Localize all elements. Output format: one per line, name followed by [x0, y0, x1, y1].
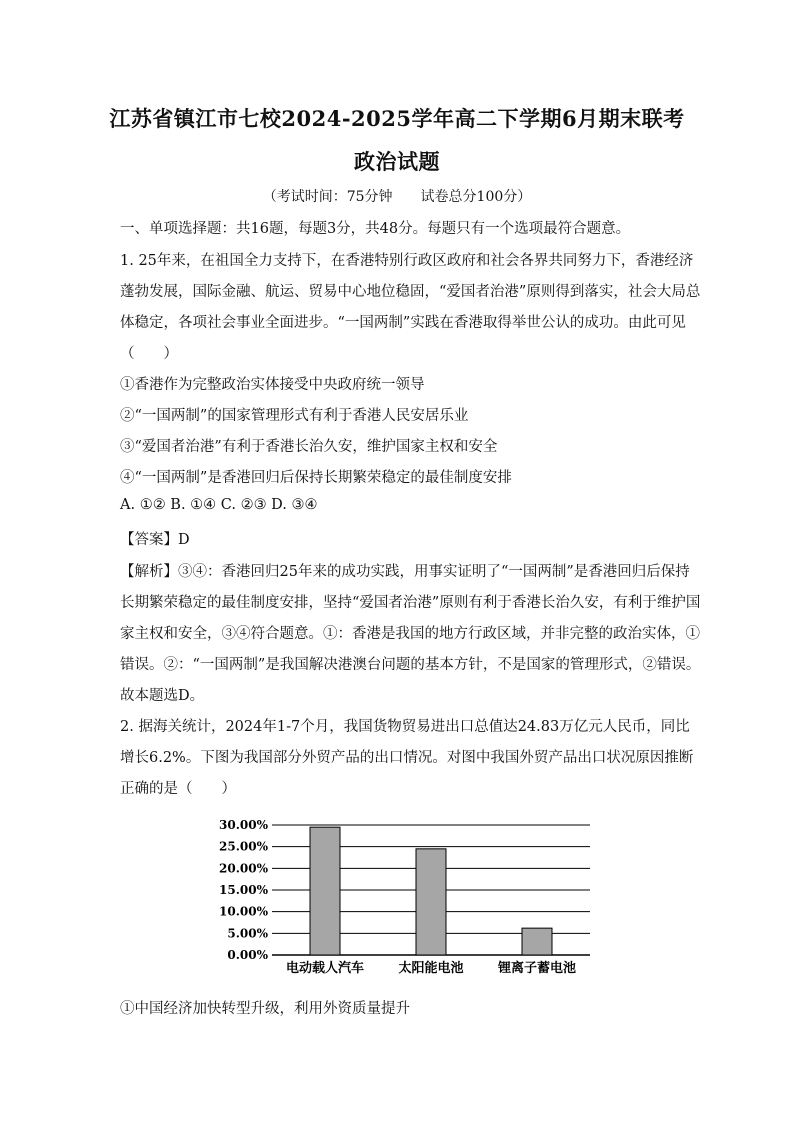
x-category-label: 太阳能电池 [398, 961, 464, 976]
q1-stem-line: 蓬勃发展，国际金融、航运、贸易中心地位稳固，“爱国者治港”原则得到落实，社会大局总 [120, 284, 701, 300]
q1-analysis-line: 故本题选D。 [120, 688, 205, 704]
section-header: 一、单项选择题：共16题，每题3分，共48分。每题只有一个选项最符合题意。 [120, 221, 631, 237]
q2-stem-line: 2. 据海关统计，2024年1-7个月，我国货物贸易进出口总值达24.83万亿元人民币，同比 [120, 719, 690, 735]
exam-score: 试卷总分100分） [420, 189, 532, 205]
q1-stem-line: （ ） [120, 346, 178, 362]
y-tick-label: 15.00% [219, 883, 268, 897]
exam-title: 江苏省镇江市七校2024-2025学年高二下学期6月期末联考 [109, 106, 685, 131]
bar [416, 849, 446, 955]
q1-stem-line: 1. 25年来，在祖国全力支持下，在香港特别行政区政府和社会各界共同努力下，香港经济 [120, 253, 694, 269]
export-bar-chart [190, 810, 610, 980]
q1-analysis-line: 错误。②：“一国两制”是我国解决港澳台问题的基本方针，不是国家的管理形式，②错误。 [120, 657, 701, 673]
y-tick-label: 5.00% [227, 926, 268, 941]
q1-option: ②“一国两制”的国家管理形式有利于香港人民安居乐业 [120, 408, 469, 424]
q1-analysis-line: 长期繁荣稳定的最佳制度安排，坚持“爱国者治港”原则有利于香港长治久安，有利于维护国 [120, 595, 701, 611]
q2-stem-line: 正确的是（ ） [120, 781, 236, 797]
x-category-label: 锂离子蓄电池 [497, 961, 577, 976]
x-category-label: 电动载人汽车 [285, 961, 365, 976]
bar [310, 827, 340, 955]
y-tick-label: 10.00% [219, 904, 268, 919]
exam-time: （考试时间：75分钟 [262, 189, 393, 205]
q1-analysis-line: 家主权和安全，③④符合题意。①：香港是我国的地方行政区域，并非完整的政治实体，① [120, 626, 700, 642]
q1-stem-line: 体稳定，各项社会事业全面进步。“一国两制”实践在香港取得举世公认的成功。由此可见 [120, 315, 686, 331]
q1-choices: A. ①② B. ①④ C. ②③ D. ③④ [120, 497, 318, 513]
exam-subject-title: 政治试题 [354, 149, 440, 174]
y-tick-label: 25.00% [219, 839, 268, 854]
q1-option: ③“爱国者治港”有利于香港长治久安，维护国家主权和安全 [120, 439, 498, 455]
q2-option: ①中国经济加快转型升级，利用外资质量提升 [120, 1001, 410, 1017]
exam-info [0, 186, 794, 206]
q1-answer: 【答案】D [120, 532, 190, 548]
q1-option: ④“一国两制”是香港回归后保持长期繁荣稳定的最佳制度安排 [120, 470, 512, 486]
y-tick-label: 0.00% [227, 948, 268, 962]
q1-option: ①香港作为完整政治实体接受中央政府统一领导 [120, 377, 425, 393]
y-tick-label: 30.00% [219, 818, 268, 832]
bar [522, 928, 552, 955]
q2-stem-line: 增长6.2%。下图为我国部分外贸产品的出口情况。对图中我国外贸产品出口状况原因推断 [120, 750, 694, 766]
y-tick-label: 20.00% [219, 861, 268, 876]
q1-analysis-line: 【解析】③④：香港回归25年来的成功实践，用事实证明了“一国两制”是香港回归后保持 [120, 564, 690, 580]
